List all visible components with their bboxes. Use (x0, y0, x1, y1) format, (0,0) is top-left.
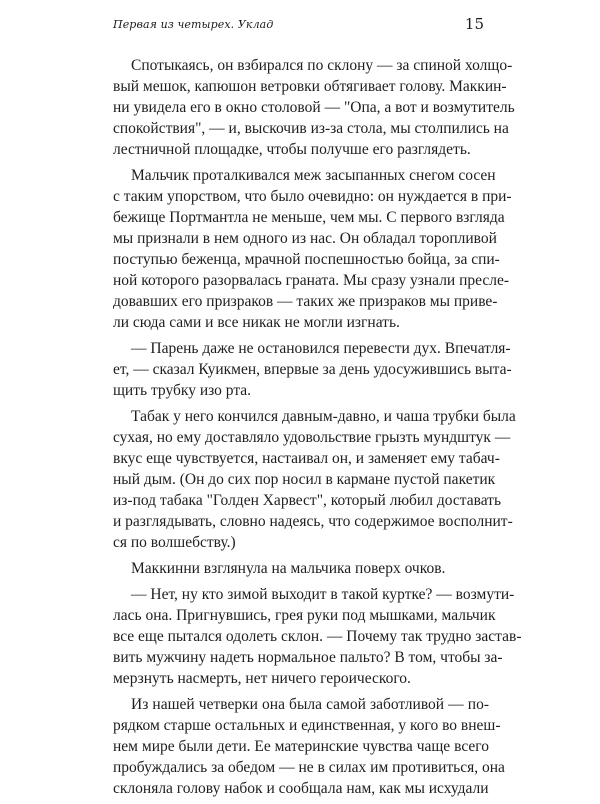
text-line: ни увидела его в окно столовой — "Опа, а вот и возмутитель (113, 99, 515, 116)
text-line: щить трубку изо рта. (113, 382, 252, 399)
text-line: все еще пытался одолеть склон. — Почему так трудно застав- (113, 628, 522, 645)
text-line: вить мужчину надеть нормальное пальто? В том, чтобы за- (113, 649, 503, 666)
text-line: и разглядывать, словно надеясь, что содержимое восполнит- (113, 513, 513, 530)
text-line: Спотыкаясь, он взбирался по склону — за спиной холщо- (131, 57, 513, 74)
paragraph (113, 338, 512, 401)
text-line: ной которого разорвалась граната. Мы сразу узнали пресле- (113, 272, 510, 289)
text-line: — Нет, ну кто зимой выходит в такой куртке? — возмути- (131, 586, 515, 603)
text-line: ся по волшебству.) (113, 534, 236, 551)
paragraph (113, 55, 515, 160)
paragraph (113, 558, 489, 579)
text-line: ли сюда сами и все никак не могли изгнать. (113, 314, 400, 331)
text-line: рядком старше остальных и единственная, у кого во внеш- (113, 717, 501, 734)
text-line: мы признали в нем одного из нас. Он обладал торопливой (113, 230, 497, 247)
text-line: вый мешок, капюшон ветровки обтягивает голову. Маккин- (113, 78, 507, 95)
text-line: ный дым. (Он до сих пор носил в кармане пустой пакетик (113, 471, 496, 488)
text-line: Табак у него кончился давным-давно, и чаша трубки была (131, 408, 516, 425)
page-number: 15 (464, 15, 484, 33)
text-line: — Парень даже не остановился перевести дух. Впечатля- (131, 340, 511, 357)
running-header-title: Первая из четырех. Уклад (113, 18, 274, 31)
text-line: Мальчик проталкивался меж засыпанных снегом сосен (131, 167, 496, 184)
text-line: поступью беженца, мрачной поспешностью бойца, за спи- (113, 251, 500, 268)
text-line: ет, — сказал Куикмен, впервые за день удосужившись выта- (113, 361, 512, 378)
text-line: вкус еще чувствуется, настаивал он, и заменяет ему табач- (113, 450, 500, 467)
paragraph (113, 165, 512, 333)
text-line: с таким упорством, что было очевидно: он нуждается в при- (113, 188, 512, 205)
text-line: довавших его призраков — таких же призраков мы приве- (113, 293, 498, 310)
text-line: нем мире были дети. Ее материнские чувства чаще всего (113, 738, 489, 755)
text-line: мерзнуть насмерть, нет ничего героического. (113, 670, 411, 687)
text-line: склоняла голову набок и сообщала нам, как мы исхудали (113, 780, 489, 797)
paragraph (113, 584, 522, 689)
text-line: Маккинни взглянула на мальчика поверх очков. (131, 560, 446, 577)
text-line: бежище Портмантла не меньше, чем мы. С первого взгляда (113, 209, 505, 226)
paragraph (113, 406, 516, 553)
paragraph (113, 694, 505, 799)
text-line: Из нашей четверки она была самой заботливой — по- (131, 696, 489, 713)
text-line: сухая, но ему доставляло удовольствие грызть мундштук — (113, 429, 511, 446)
text-line: пробуждались за обедом — не в силах им противиться, она (113, 759, 505, 776)
text-line: из-под табака "Голден Харвест", который любил доставать (113, 492, 502, 509)
text-line: лась она. Пригнувшись, грея руки под мышками, мальчик (113, 607, 496, 624)
body-text (113, 55, 522, 804)
text-line: спокойствия", — и, выскочив из-за стола, мы столпились на (113, 120, 509, 137)
text-line: лестничной площадке, чтобы получше его разглядеть. (113, 141, 471, 158)
